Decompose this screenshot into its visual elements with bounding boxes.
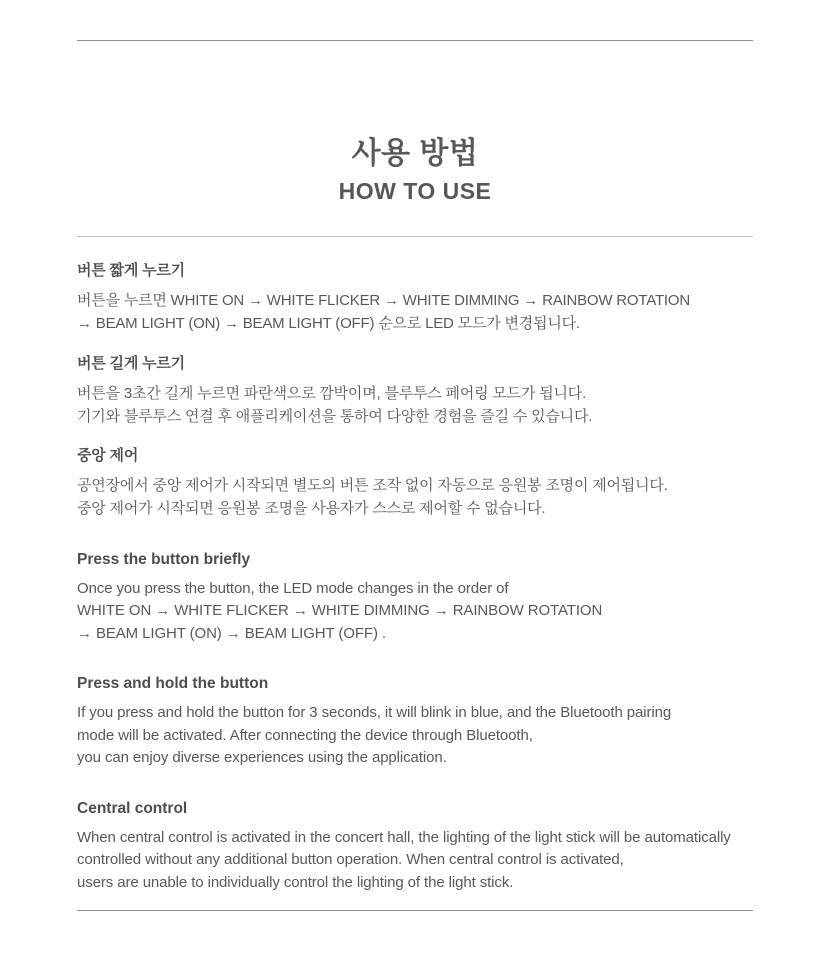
section-en-central-control [77, 800, 753, 895]
section-heading: Central control [77, 799, 188, 817]
section-en-short-press [77, 551, 753, 646]
section-line: users are unable to individually control the lighting of the light stick. [77, 873, 514, 891]
section-ko-long-press [77, 352, 753, 429]
section-line: WHITE ON → WHITE FLICKER → WHITE DIMMING → RAINBOW ROTATION [77, 602, 603, 619]
page-title-english: HOW TO USE [338, 178, 492, 204]
manual-page [0, 40, 830, 966]
section-line: → BEAM LIGHT (ON) → BEAM LIGHT (OFF) . [77, 624, 387, 642]
section-line: If you press and hold the button for 3 seconds, it will blink in blue, and the Bluetooth pairing [77, 704, 672, 721]
section-line: you can enjoy diverse experiences using the application. [77, 749, 447, 766]
section-line: 중앙 제어가 시작되면 응원봉 조명을 사용자가 스스로 제어할 수 없습니다. [77, 500, 546, 518]
section-ko-short-press [77, 259, 753, 336]
divider-top [77, 40, 753, 41]
title-spacer [77, 205, 753, 236]
section-heading: 중앙 제어 [77, 447, 139, 464]
section-line: 버튼을 3초간 길게 누르면 파란색으로 깜박이며, 블루투스 페어링 모드가 됩니다. [77, 384, 587, 402]
section-line: 기기와 블루투스 연결 후 애플리케이션을 통하여 다양한 경험을 즐길 수 있습니다. [77, 407, 593, 425]
section-line: Once you press the button, the LED mode changes in the order of [77, 579, 509, 597]
section-heading: Press the button briefly [77, 550, 251, 568]
section-line: → BEAM LIGHT (ON) → BEAM LIGHT (OFF) 순으로 LED 모드가 변경됩니다. [77, 315, 580, 333]
content-area [77, 237, 753, 894]
section-line: 버튼을 누르면 WHITE ON → WHITE FLICKER → WHITE DIMMING → RAINBOW ROTATION [77, 292, 690, 309]
section-ko-central-control [77, 444, 753, 521]
section-en-long-press [77, 675, 753, 770]
divider-bottom [77, 910, 753, 911]
page-title-block [77, 136, 753, 205]
section-heading: Press and hold the button [77, 675, 269, 692]
section-line: mode will be activated. After connecting the device through Bluetooth, [77, 726, 533, 744]
section-line: When central control is activated in the concert hall, the lighting of the light stick will be automatically [77, 828, 731, 846]
section-heading: 버튼 짧게 누르기 [77, 262, 185, 279]
section-heading: 버튼 길게 누르기 [77, 354, 185, 372]
page-title-korean: 사용 방법 [351, 137, 479, 170]
section-line: controlled without any additional button operation. When central control is activated, [77, 851, 624, 868]
section-line: 공연장에서 중앙 제어가 시작되면 별도의 버튼 조작 없이 자동으로 응원봉 조명이 제어됩니다. [77, 477, 668, 494]
